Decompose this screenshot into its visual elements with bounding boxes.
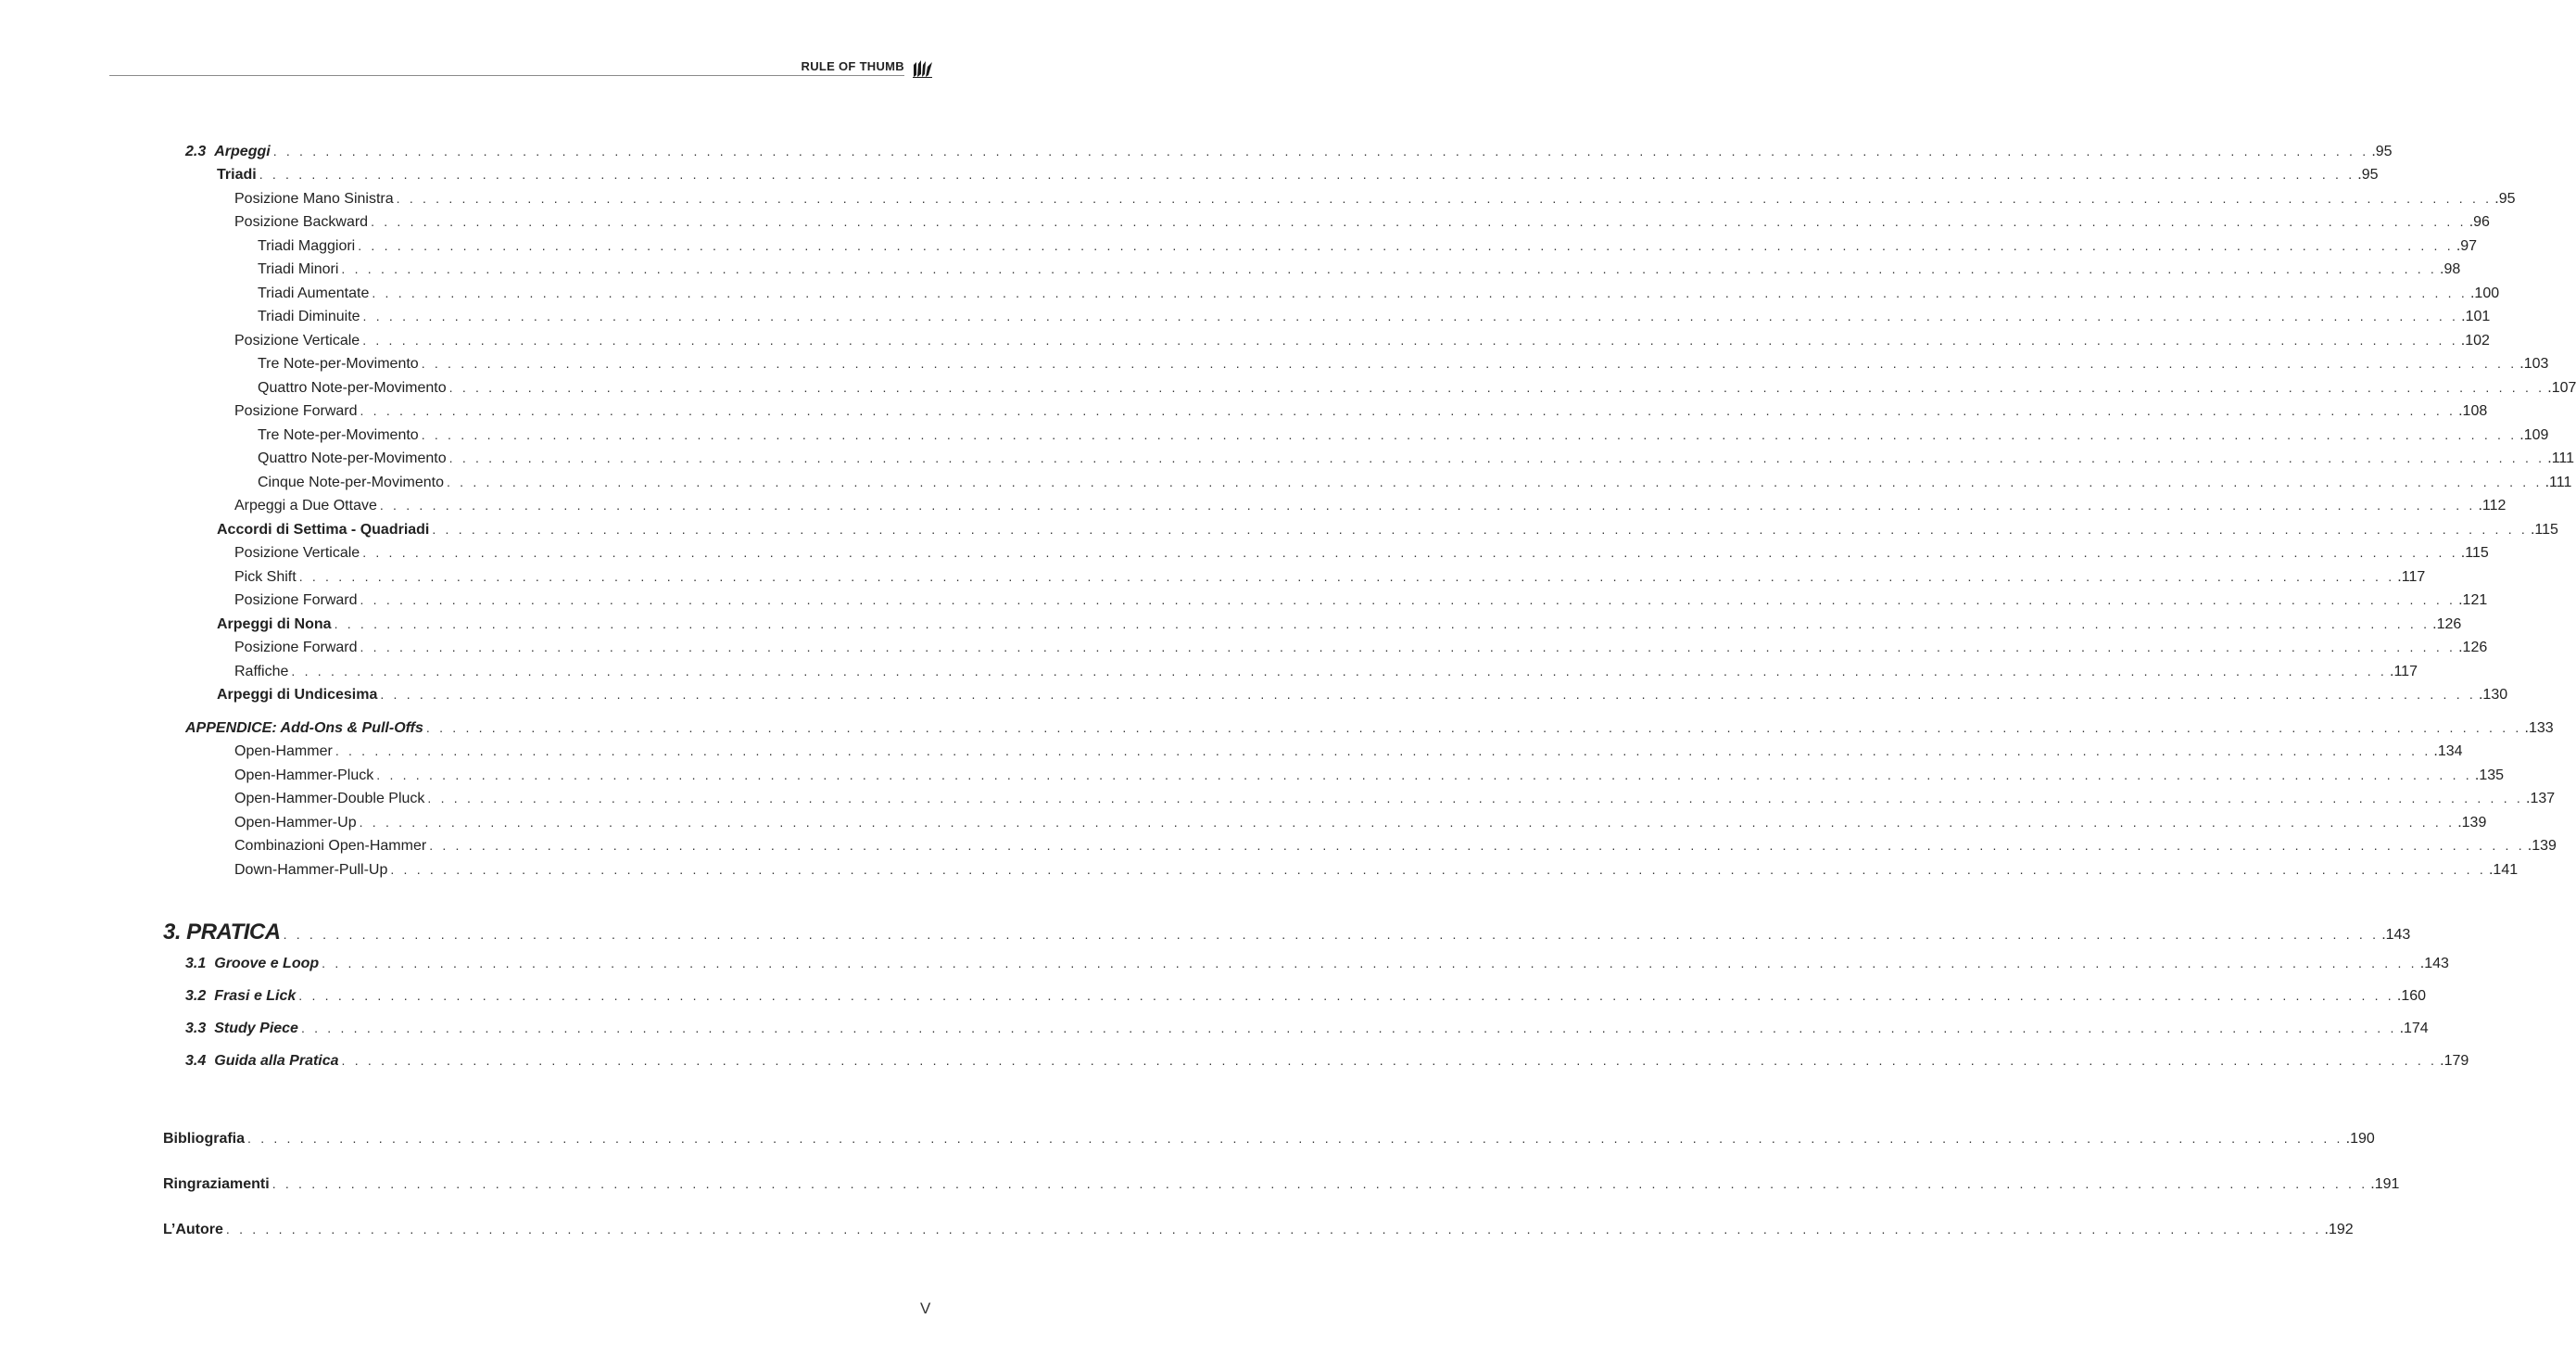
toc-entry-label: Posizione Mano Sinistra [234,191,394,207]
toc-entry-label: Triadi Aumentate [258,285,370,301]
header-rule [109,75,904,76]
toc-dot-leader: . . . . . . . . . . . . . . . . . . . . . . . . . . . . . . . . . . . . . . . . . . . . . . . . . . . . . . . . . . . . . . . . . . . . . . . . . . . . . . . . . . . . . . . . . . . . . . . . . . . . . . . . . . . . . . . . . . . . . . . . . . . . . . . . . . . . . . . . . . . . . . . . . . . . . . . . . . . . . . . . [376,767,2472,782]
toc-page-number: .192 [2324,1222,2354,1237]
toc-entry-title [163,919,281,945]
toc-entry-label: Accordi di Settima - Quadriadi [217,522,430,538]
toc-entry [163,1131,2375,1148]
toc-dot-leader: . . . . . . . . . . . . . . . . . . . . . . . . . . . . . . . . . . . . . . . . . . . . . . . . . . . . . . . . . . . . . . . . . . . . . . . . . . . . . . . . . . . . . . . . . . . . . . . . . . . . . . . . . . . . . . . . . . . . . . . . . . . . . . . . . . . . . . . . . . . . . . . . . . . . . . . . . . . . . . . . [421,356,2518,371]
toc-page-number: .179 [2440,1053,2469,1069]
toc-entry-title [258,450,447,467]
toc-entry-number: 3.4 [185,1053,207,1069]
toc-entry-title [234,498,377,514]
toc-page-number: .191 [2370,1176,2400,1192]
toc-entry-title [217,522,429,539]
toc-entry-label: Arpeggi [214,144,271,159]
toc-page-number: .115 [2530,522,2558,538]
toc-entry-title [234,214,368,231]
toc-entry-label: Triadi Maggiori [258,238,356,254]
toc-dot-leader: . . . . . . . . . . . . . . . . . . . . . . . . . . . . . . . . . . . . . . . . . . . . . . . . . . . . . . . . . . . . . . . . . . . . . . . . . . . . . . . . . . . . . . . . . . . . . . . . . . . . . . . . . . . . . . . . . . . . . . . . . . . . . . . . . . . . . . . . . . . . . . . . . . . . . . . . . . . . . . . . [360,592,2456,607]
toc-page-number: .190 [2345,1131,2375,1147]
toc-dot-leader: . . . . . . . . . . . . . . . . . . . . . . . . . . . . . . . . . . . . . . . . . . . . . . . . . . . . . . . . . . . . . . . . . . . . . . . . . . . . . . . . . . . . . . . . . . . . . . . . . . . . . . . . . . . . . . . . . . . . . . . . . . . . . . . . . . . . . . . . . . . . . . . . . . . . . . . . . . . . . . . . [396,191,2493,206]
toc-page-number: .160 [2396,988,2427,1004]
toc-entry-label: Posizione Forward [234,592,358,608]
toc-entry-label: 3. PRATICA [163,919,281,945]
toc-page-number: .109 [2519,427,2549,443]
toc-entry-label: Posizione Forward [234,403,358,419]
toc-dot-leader: . . . . . . . . . . . . . . . . . . . . . . . . . . . . . . . . . . . . . . . . . . . . . . . . . . . . . . . . . . . . . . . . . . . . . . . . . . . . . . . . . . . . . . . . . . . . . . . . . . . . . . . . . . . . . . . . . . . . . . . . . . . . . . . . . . . . . . . . . . . . . . . . . . . . . . . . . . . . . . . . [335,743,2431,758]
toc-dot-leader: . . . . . . . . . . . . . . . . . . . . . . . . . . . . . . . . . . . . . . . . . . . . . . . . . . . . . . . . . . . . . . . . . . . . . . . . . . . . . . . . . . . . . . . . . . . . . . . . . . . . . . . . . . . . . . . . . . . . . . . . . . . . . . . . . . . . . . . . . . . . . . . . . . . . . . . . . . . . . . . . [362,333,2458,348]
logo-icon [913,59,933,78]
toc-entry-label: Combinazioni Open-Hammer [234,838,427,854]
toc-entry [258,261,2461,278]
toc-dot-leader: . . . . . . . . . . . . . . . . . . . . . . . . . . . . . . . . . . . . . . . . . . . . . . . . . . . . . . . . . . . . . . . . . . . . . . . . . . . . . . . . . . . . . . . . . . . . . . . . . . . . . . . . . . . . . . . . . . . . . . . . . . . . . . . . . . . . . . . . . . . . . . . . . . . . . . . . . . . . . . . . [429,838,2525,853]
toc-entry-label: Open-Hammer-Up [234,815,357,831]
toc-entry [258,475,2572,491]
toc-dot-leader: . . . . . . . . . . . . . . . . . . . . . . . . . . . . . . . . . . . . . . . . . . . . . . . . . . . . . . . . . . . . . . . . . . . . . . . . . . . . . . . . . . . . . . . . . . . . . . . . . . . . . . . . . . . . . . . . . . . . . . . . . . . . . . . . . . . . . . . . . . . . . . . . . . . . . . . . . . . . . . . . [390,862,2486,877]
toc-entry [234,592,2488,609]
toc-dot-leader: . . . . . . . . . . . . . . . . . . . . . . . . . . . . . . . . . . . . . . . . . . . . . . . . . . . . . . . . . . . . . . . . . . . . . . . . . . . . . . . . . . . . . . . . . . . . . . . . . . . . . . . . . . . . . . . . . . . . . . . . . . . . . . . . . . . . . . . . . . . . . . . . . . . . . . . . . . . . . . . . [334,616,2431,631]
toc-page-number: .117 [2397,569,2426,585]
toc-entry-title [185,1021,298,1037]
toc-entry [185,1053,2469,1070]
toc-entry [234,664,2418,680]
toc-entry [258,309,2491,325]
toc-entry [234,333,2490,349]
toc-entry-label: Tre Note-per-Movimento [258,427,419,443]
toc-entry [234,743,2463,760]
toc-page-number: .100 [2469,285,2500,301]
toc-page-number: .117 [2390,664,2418,679]
toc-entry [234,191,2516,208]
toc-dot-leader: . . . . . . . . . . . . . . . . . . . . . . . . . . . . . . . . . . . . . . . . . . . . . . . . . . . . . . . . . . . . . . . . . . . . . . . . . . . . . . . . . . . . . . . . . . . . . . . . . . . . . . . . . . . . . . . . . . . . . . . . . . . . . . . . . . . . . . . . . . . . . . . . . . . . . . . . . . . . . . . . [341,1053,2438,1068]
toc-entry [185,1021,2429,1037]
toc-entry-title [185,956,319,972]
toc-entry-title [234,592,358,609]
toc-entry-title [258,380,447,397]
toc-entry-title [234,333,360,349]
toc-entry-label: Bibliografia [163,1131,246,1147]
toc-entry-title [234,743,333,760]
toc-entry [217,522,2558,539]
toc-page-number: .111 [2544,475,2572,490]
toc-dot-leader: . . . . . . . . . . . . . . . . . . . . . . . . . . . . . . . . . . . . . . . . . . . . . . . . . . . . . . . . . . . . . . . . . . . . . . . . . . . . . . . . . . . . . . . . . . . . . . . . . . . . . . . . . . . . . . . . . . . . . . . . . . . . . . . . . . . . . . . . . . . . . . . . . . . . . . . . . . . . . . . . [360,640,2456,654]
toc-dot-leader: . . . . . . . . . . . . . . . . . . . . . . . . . . . . . . . . . . . . . . . . . . . . . . . . . . . . . . . . . . . . . . . . . . . . . . . . . . . . . . . . . . . . . . . . . . . . . . . . . . . . . . . . . . . . . . . . . . . . . . . . . . . . . . . . . . . . . . . . . . . . . . . . . . . . . . . . . . . . . . . . [380,687,2476,702]
toc-dot-leader: . . . . . . . . . . . . . . . . . . . . . . . . . . . . . . . . . . . . . . . . . . . . . . . . . . . . . . . . . . . . . . . . . . . . . . . . . . . . . . . . . . . . . . . . . . . . . . . . . . . . . . . . . . . . . . . . . . . . . . . . . . . . . . . . . . . . . . . . . . . . . . . . . . . . . . . . . . . . . . . . [300,1021,2397,1035]
toc-page-number: .97 [2456,238,2478,254]
toc-entry-title [163,1131,245,1148]
toc-entry-number: 2.3 [185,144,207,159]
toc-entry-label: Quattro Note-per-Movimento [258,380,447,396]
toc-dot-leader: . . . . . . . . . . . . . . . . . . . . . . . . . . . . . . . . . . . . . . . . . . . . . . . . . . . . . . . . . . . . . . . . . . . . . . . . . . . . . . . . . . . . . . . . . . . . . . . . . . . . . . . . . . . . . . . . . . . . . . . . . . . . . . . . . . . . . . . . . . . . . . . . . . . . . . . . . . . . . . . . [421,427,2518,442]
toc-entry-label: Pick Shift [234,569,297,585]
toc-entry-title [258,285,369,302]
toc-dot-leader: . . . . . . . . . . . . . . . . . . . . . . . . . . . . . . . . . . . . . . . . . . . . . . . . . . . . . . . . . . . . . . . . . . . . . . . . . . . . . . . . . . . . . . . . . . . . . . . . . . . . . . . . . . . . . . . . . . . . . . . . . . . . . . . . . . . . . . . . . . . . . . . . . . . . . . . . . . . . . . . . [362,545,2458,560]
toc-dot-leader: . . . . . . . . . . . . . . . . . . . . . . . . . . . . . . . . . . . . . . . . . . . . . . . . . . . . . . . . . . . . . . . . . . . . . . . . . . . . . . . . . . . . . . . . . . . . . . . . . . . . . . . . . . . . . . . . . . . . . . . . . . . . . . . . . . . . . . . . . . . . . . . . . . . . . . . . . . . . . . . . [371,214,2467,229]
toc-dot-leader: . . . . . . . . . . . . . . . . . . . . . . . . . . . . . . . . . . . . . . . . . . . . . . . . . . . . . . . . . . . . . . . . . . . . . . . . . . . . . . . . . . . . . . . . . . . . . . . . . . . . . . . . . . . . . . . . . . . . . . . . . . . . . . . . . . . . . . . . . . . . . . . . . . . . . . . . . . . . . . . . [322,956,2418,970]
toc-page-number: .112 [2478,498,2507,514]
toc-entry [258,356,2549,373]
toc-entry [217,687,2508,704]
toc-entry [234,545,2489,562]
toc-page-number: .130 [2478,687,2508,703]
toc-entry [234,498,2507,514]
toc-page-number: .95 [2371,144,2393,159]
toc-dot-leader: . . . . . . . . . . . . . . . . . . . . . . . . . . . . . . . . . . . . . . . . . . . . . . . . . . . . . . . . . . . . . . . . . . . . . . . . . . . . . . . . . . . . . . . . . . . . . . . . . . . . . . . . . . . . . . . . . . . . . . . . . . . . . . . . . . . . . . . . . . . . . . . . . . . . . . . . . . . . . . . . [272,144,2369,159]
toc-dot-leader: . . . . . . . . . . . . . . . . . . . . . . . . . . . . . . . . . . . . . . . . . . . . . . . . . . . . . . . . . . . . . . . . . . . . . . . . . . . . . . . . . . . . . . . . . . . . . . . . . . . . . . . . . . . . . . . . . . . . . . . . . . . . . . . . . . . . . . . . . . . . . . . . . . . . . . . . . . . . . . . . [283,927,2380,942]
toc-dot-leader: . . . . . . . . . . . . . . . . . . . . . . . . . . . . . . . . . . . . . . . . . . . . . . . . . . . . . . . . . . . . . . . . . . . . . . . . . . . . . . . . . . . . . . . . . . . . . . . . . . . . . . . . . . . . . . . . . . . . . . . . . . . . . . . . . . . . . . . . . . . . . . . . . . . . . . . . . . . . . . . . [432,522,2528,537]
toc-entry-title [163,1222,223,1238]
toc-dot-leader: . . . . . . . . . . . . . . . . . . . . . . . . . . . . . . . . . . . . . . . . . . . . . . . . . . . . . . . . . . . . . . . . . . . . . . . . . . . . . . . . . . . . . . . . . . . . . . . . . . . . . . . . . . . . . . . . . . . . . . . . . . . . . . . . . . . . . . . . . . . . . . . . . . . . . . . . . . . . . . . . [359,815,2456,830]
toc-entry [234,214,2490,231]
toc-page-number: .143 [2419,956,2449,971]
toc-entry-label: Posizione Forward [234,640,358,655]
toc-entry-title [234,838,426,855]
toc-entry-label: Posizione Backward [234,214,369,230]
toc-entry-title [234,767,373,784]
toc-entry-label: Cinque Note-per-Movimento [258,475,444,490]
toc-entry [258,380,2576,397]
toc-entry-label: Raffiche [234,664,289,679]
toc-page-number: .134 [2433,743,2463,759]
toc-page-number: .102 [2460,333,2490,349]
toc-entry-label: Frasi e Lick [214,988,297,1004]
toc-page-number: .143 [2381,927,2411,943]
toc-dot-leader: . . . . . . . . . . . . . . . . . . . . . . . . . . . . . . . . . . . . . . . . . . . . . . . . . . . . . . . . . . . . . . . . . . . . . . . . . . . . . . . . . . . . . . . . . . . . . . . . . . . . . . . . . . . . . . . . . . . . . . . . . . . . . . . . . . . . . . . . . . . . . . . . . . . . . . . . . . . . . . . . [446,475,2543,489]
toc-page-number: .126 [2458,640,2488,655]
toc-dot-leader: . . . . . . . . . . . . . . . . . . . . . . . . . . . . . . . . . . . . . . . . . . . . . . . . . . . . . . . . . . . . . . . . . . . . . . . . . . . . . . . . . . . . . . . . . . . . . . . . . . . . . . . . . . . . . . . . . . . . . . . . . . . . . . . . . . . . . . . . . . . . . . . . . . . . . . . . . . . . . . . . [362,309,2459,323]
toc-entry-title [185,1053,339,1070]
toc-entry [234,838,2557,855]
toc-dot-leader: . . . . . . . . . . . . . . . . . . . . . . . . . . . . . . . . . . . . . . . . . . . . . . . . . . . . . . . . . . . . . . . . . . . . . . . . . . . . . . . . . . . . . . . . . . . . . . . . . . . . . . . . . . . . . . . . . . . . . . . . . . . . . . . . . . . . . . . . . . . . . . . . . . . . . . . . . . . . . . . . [448,380,2545,395]
toc-entry [234,403,2488,420]
toc-entry-number: 3.3 [185,1021,207,1036]
toc-entry-label: Study Piece [214,1021,298,1036]
toc-dot-leader: . . . . . . . . . . . . . . . . . . . . . . . . . . . . . . . . . . . . . . . . . . . . . . . . . . . . . . . . . . . . . . . . . . . . . . . . . . . . . . . . . . . . . . . . . . . . . . . . . . . . . . . . . . . . . . . . . . . . . . . . . . . . . . . . . . . . . . . . . . . . . . . . . . . . . . . . . . . . . . . . [225,1222,2322,1237]
toc-dot-leader: . . . . . . . . . . . . . . . . . . . . . . . . . . . . . . . . . . . . . . . . . . . . . . . . . . . . . . . . . . . . . . . . . . . . . . . . . . . . . . . . . . . . . . . . . . . . . . . . . . . . . . . . . . . . . . . . . . . . . . . . . . . . . . . . . . . . . . . . . . . . . . . . . . . . . . . . . . . . . . . . [341,261,2438,276]
toc-dot-leader: . . . . . . . . . . . . . . . . . . . . . . . . . . . . . . . . . . . . . . . . . . . . . . . . . . . . . . . . . . . . . . . . . . . . . . . . . . . . . . . . . . . . . . . . . . . . . . . . . . . . . . . . . . . . . . . . . . . . . . . . . . . . . . . . . . . . . . . . . . . . . . . . . . . . . . . . . . . . . . . . [372,285,2468,300]
toc-entry-label: Posizione Verticale [234,545,360,561]
toc-dot-leader: . . . . . . . . . . . . . . . . . . . . . . . . . . . . . . . . . . . . . . . . . . . . . . . . . . . . . . . . . . . . . . . . . . . . . . . . . . . . . . . . . . . . . . . . . . . . . . . . . . . . . . . . . . . . . . . . . . . . . . . . . . . . . . . . . . . . . . . . . . . . . . . . . . . . . . . . . . . . . . . . [425,720,2522,735]
toc-entry-title [234,545,360,562]
toc-dot-leader: . . . . . . . . . . . . . . . . . . . . . . . . . . . . . . . . . . . . . . . . . . . . . . . . . . . . . . . . . . . . . . . . . . . . . . . . . . . . . . . . . . . . . . . . . . . . . . . . . . . . . . . . . . . . . . . . . . . . . . . . . . . . . . . . . . . . . . . . . . . . . . . . . . . . . . . . . . . . . . . . [298,988,2394,1003]
toc-page-number: .96 [2469,214,2490,230]
toc-entry-label: Triadi Minori [258,261,339,277]
toc-page-number: .95 [2494,191,2516,207]
toc-entry [185,988,2427,1005]
toc-entry-title [217,687,377,704]
toc-dot-leader: . . . . . . . . . . . . . . . . . . . . . . . . . . . . . . . . . . . . . . . . . . . . . . . . . . . . . . . . . . . . . . . . . . . . . . . . . . . . . . . . . . . . . . . . . . . . . . . . . . . . . . . . . . . . . . . . . . . . . . . . . . . . . . . . . . . . . . . . . . . . . . . . . . . . . . . . . . . . . . . . [247,1131,2343,1146]
toc-page-number: .174 [2399,1021,2429,1036]
toc-dot-leader: . . . . . . . . . . . . . . . . . . . . . . . . . . . . . . . . . . . . . . . . . . . . . . . . . . . . . . . . . . . . . . . . . . . . . . . . . . . . . . . . . . . . . . . . . . . . . . . . . . . . . . . . . . . . . . . . . . . . . . . . . . . . . . . . . . . . . . . . . . . . . . . . . . . . . . . . . . . . . . . . [291,664,2388,678]
toc-entry [234,569,2426,586]
toc-page-number: .103 [2519,356,2549,372]
toc-entry-title [217,167,257,184]
toc-entry [163,1176,2400,1193]
toc-page-number: .135 [2474,767,2505,783]
toc-entry [217,167,2379,184]
toc-entry [258,238,2478,255]
toc-entry-title [185,144,271,160]
toc-entry [185,144,2393,160]
toc-dot-leader: . . . . . . . . . . . . . . . . . . . . . . . . . . . . . . . . . . . . . . . . . . . . . . . . . . . . . . . . . . . . . . . . . . . . . . . . . . . . . . . . . . . . . . . . . . . . . . . . . . . . . . . . . . . . . . . . . . . . . . . . . . . . . . . . . . . . . . . . . . . . . . . . . . . . . . . . . . . . . . . . [379,498,2476,513]
toc-entry-label: Guida alla Pratica [214,1053,339,1069]
toc-entry [234,791,2556,807]
toc-entry-label: Triadi Diminuite [258,309,360,324]
toc-entry [234,640,2488,656]
toc-entry [234,862,2519,879]
toc-page-number: .101 [2461,309,2491,324]
toc-entry [185,720,2554,737]
toc-entry-label: APPENDICE: Add-Ons & Pull-Offs [185,720,423,736]
toc-dot-leader: . . . . . . . . . . . . . . . . . . . . . . . . . . . . . . . . . . . . . . . . . . . . . . . . . . . . . . . . . . . . . . . . . . . . . . . . . . . . . . . . . . . . . . . . . . . . . . . . . . . . . . . . . . . . . . . . . . . . . . . . . . . . . . . . . . . . . . . . . . . . . . . . . . . . . . . . . . . . . . . . [259,167,2355,182]
toc-page-number: .111 [2547,450,2575,466]
toc-entry-label: Triadi [217,167,257,183]
toc-entry-label: Open-Hammer [234,743,333,759]
toc-entry-number: 3.2 [185,988,207,1004]
toc-entry-label: Down-Hammer-Pull-Up [234,862,388,878]
toc-entry-title [234,191,394,208]
toc-entry [234,767,2505,784]
toc-entry-title [234,569,297,586]
toc-entry [163,1222,2354,1238]
toc-page-number: .137 [2526,791,2556,806]
toc-page-number: .126 [2432,616,2462,632]
toc-page-number: .139 [2527,838,2557,854]
toc-entry [234,815,2487,831]
toc-page-number: .121 [2458,592,2488,608]
toc-entry-label: Tre Note-per-Movimento [258,356,419,372]
toc-entry [217,616,2462,633]
toc-entry-label: Open-Hammer-Pluck [234,767,374,783]
toc-entry [185,956,2449,972]
toc-entry-label: Arpeggi di Nona [217,616,332,632]
toc-entry-title [258,427,419,444]
toc-page-number: .108 [2458,403,2488,419]
toc-entry-title [234,664,288,680]
toc-entry-title [234,640,358,656]
toc-dot-leader: . . . . . . . . . . . . . . . . . . . . . . . . . . . . . . . . . . . . . . . . . . . . . . . . . . . . . . . . . . . . . . . . . . . . . . . . . . . . . . . . . . . . . . . . . . . . . . . . . . . . . . . . . . . . . . . . . . . . . . . . . . . . . . . . . . . . . . . . . . . . . . . . . . . . . . . . . . . . . . . . [360,403,2456,418]
toc-entry-label: Posizione Verticale [234,333,360,349]
toc-entry-label: Groove e Loop [214,956,320,971]
toc-entry [258,450,2575,467]
toc-entry-title [258,309,360,325]
toc-page-number: .98 [2440,261,2461,277]
toc-entry [258,427,2549,444]
page-number: V [920,1300,931,1317]
toc-entry-title [258,238,355,255]
toc-page-number: .107 [2547,380,2576,396]
toc-entry-title [185,988,296,1005]
toc-entry-label: Ringraziamenti [163,1176,270,1192]
toc-dot-leader: . . . . . . . . . . . . . . . . . . . . . . . . . . . . . . . . . . . . . . . . . . . . . . . . . . . . . . . . . . . . . . . . . . . . . . . . . . . . . . . . . . . . . . . . . . . . . . . . . . . . . . . . . . . . . . . . . . . . . . . . . . . . . . . . . . . . . . . . . . . . . . . . . . . . . . . . . . . . . . . . [298,569,2395,584]
toc-entry-label: Quattro Note-per-Movimento [258,450,447,466]
toc-dot-leader: . . . . . . . . . . . . . . . . . . . . . . . . . . . . . . . . . . . . . . . . . . . . . . . . . . . . . . . . . . . . . . . . . . . . . . . . . . . . . . . . . . . . . . . . . . . . . . . . . . . . . . . . . . . . . . . . . . . . . . . . . . . . . . . . . . . . . . . . . . . . . . . . . . . . . . . . . . . . . . . . [448,450,2545,465]
toc-dot-leader: . . . . . . . . . . . . . . . . . . . . . . . . . . . . . . . . . . . . . . . . . . . . . . . . . . . . . . . . . . . . . . . . . . . . . . . . . . . . . . . . . . . . . . . . . . . . . . . . . . . . . . . . . . . . . . . . . . . . . . . . . . . . . . . . . . . . . . . . . . . . . . . . . . . . . . . . . . . . . . . . [271,1176,2368,1191]
toc-entry-title [258,261,338,278]
toc-entry-label: Arpeggi a Due Ottave [234,498,377,514]
toc-page-number: .133 [2524,720,2554,736]
toc-entry-title [258,475,444,491]
toc-entry-title [217,616,332,633]
toc-entry [163,919,2411,945]
toc-entry-number: 3.1 [185,956,207,971]
toc-entry-title [234,815,357,831]
toc-entry-title [163,1176,270,1193]
running-header-title: RULE OF THUMB [801,59,904,73]
toc-page-number: .141 [2488,862,2519,878]
toc-entry-label: Arpeggi di Undicesima [217,687,378,703]
toc-dot-leader: . . . . . . . . . . . . . . . . . . . . . . . . . . . . . . . . . . . . . . . . . . . . . . . . . . . . . . . . . . . . . . . . . . . . . . . . . . . . . . . . . . . . . . . . . . . . . . . . . . . . . . . . . . . . . . . . . . . . . . . . . . . . . . . . . . . . . . . . . . . . . . . . . . . . . . . . . . . . . . . . [427,791,2524,805]
toc-page-number: .115 [2460,545,2489,561]
toc-dot-leader: . . . . . . . . . . . . . . . . . . . . . . . . . . . . . . . . . . . . . . . . . . . . . . . . . . . . . . . . . . . . . . . . . . . . . . . . . . . . . . . . . . . . . . . . . . . . . . . . . . . . . . . . . . . . . . . . . . . . . . . . . . . . . . . . . . . . . . . . . . . . . . . . . . . . . . . . . . . . . . . . [358,238,2454,253]
toc-entry-title [234,791,424,807]
toc-entry-title [234,862,387,879]
toc-page-number: .95 [2357,167,2379,183]
toc-page-number: .139 [2457,815,2487,831]
toc-entry-title [234,403,358,420]
toc-entry-title [258,356,419,373]
toc-entry-label: L’Autore [163,1222,223,1237]
toc-entry-label: Open-Hammer-Double Pluck [234,791,425,806]
toc-entry-title [185,720,423,737]
toc-entry [258,285,2500,302]
